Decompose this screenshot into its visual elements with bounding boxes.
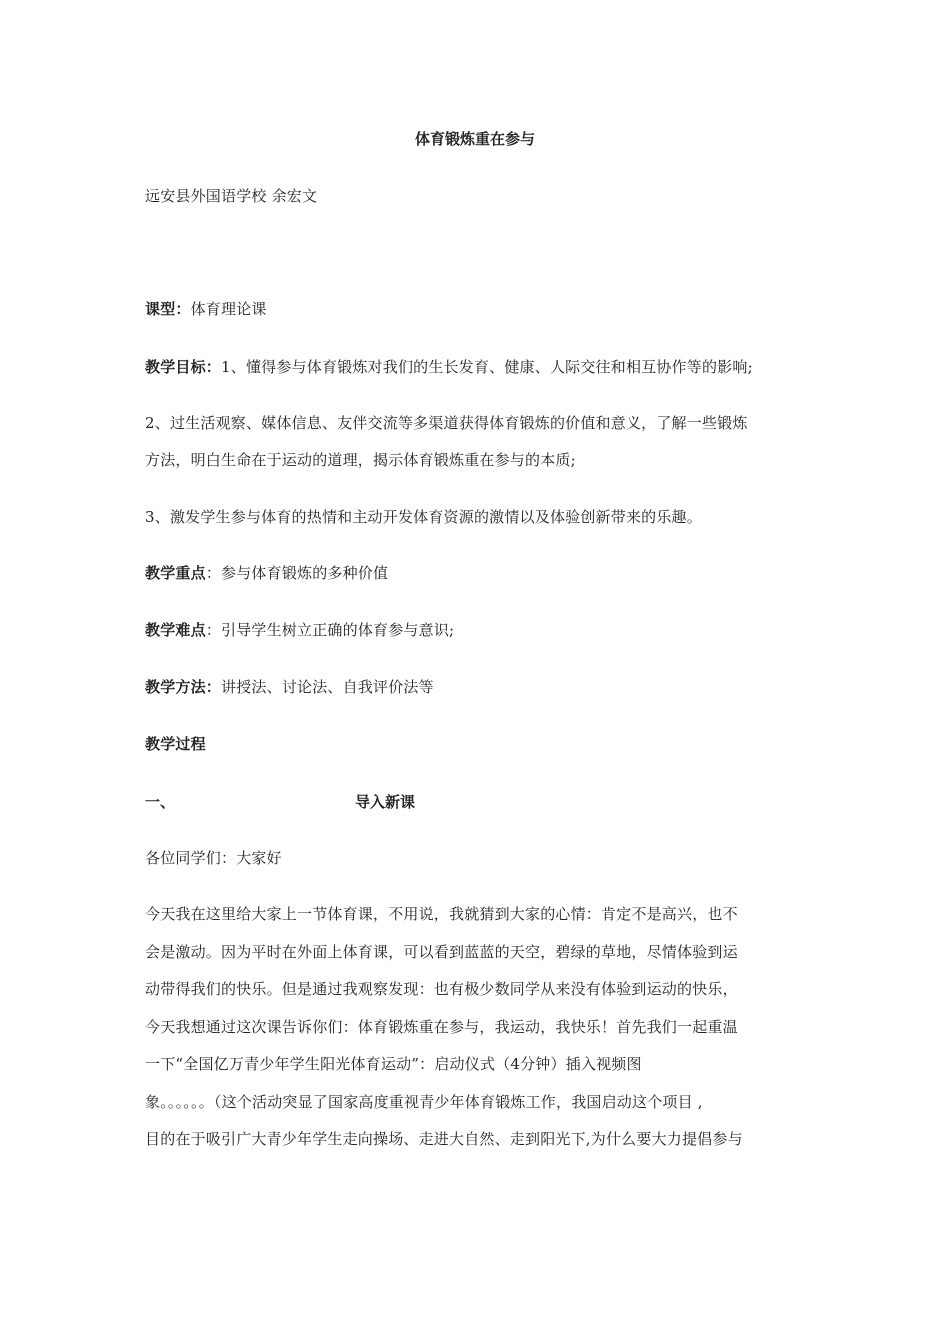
difficulty-value: ：引导学生树立正确的体育参与意识; — [205, 621, 455, 639]
key-point-label: 教学重点 — [145, 564, 206, 582]
methods-label: 教学方法： — [145, 678, 222, 696]
paragraph-line-4: 今天我想通过这次课告诉你们：体育锻炼重在参与，我运动，我快乐！首先我们一起重温 — [145, 1018, 738, 1036]
difficulty-label: 教学难点 — [145, 621, 206, 639]
course-type-label: 课型： — [145, 300, 191, 318]
goals-item-1: 1、懂得参与体育锻炼对我们的生长发育、健康、人际交往和相互协作等的影响; — [221, 358, 753, 376]
goals-label: 教学目标： — [145, 358, 222, 376]
paragraph-line-7: 目的在于吸引广大青少年学生走向操场、走进大自然、走到阳光下,为什么要大力提倡参与 — [145, 1130, 743, 1148]
process-heading: 教学过程 — [145, 735, 206, 753]
key-point-value: ：参与体育锻炼的多种价值 — [205, 564, 389, 582]
difficulty-line — [145, 620, 454, 640]
paragraph-line-6: 象。。。。。。（这个活动突显了国家高度重视青少年体育锻炼工作，我国启动这个项目 , — [145, 1093, 703, 1111]
goals-item-2-line-2: 方法，明白生命在于运动的道理，揭示体育锻炼重在参与的本质; — [145, 451, 576, 469]
methods-value: 讲授法、讨论法、自我评价法等 — [221, 678, 434, 696]
section-1-title: 导入新课 — [355, 793, 416, 811]
course-type-line — [145, 299, 267, 319]
methods-line — [145, 677, 434, 697]
goals-line-1 — [145, 357, 753, 377]
paragraph-line-2: 会是激动。因为平时在外面上体育课，可以看到蓝蓝的天空，碧绿的草地，尽情体验到运 — [145, 943, 738, 961]
document-title: 体育锻炼重在参与 — [414, 130, 535, 148]
course-type-value: 体育理论课 — [190, 300, 267, 318]
paragraph-line-1: 今天我在这里给大家上一节体育课，不用说，我就猜到大家的心情：肯定不是高兴，也不 — [145, 905, 738, 923]
author-line: 远安县外国语学校 余宏文 — [145, 187, 318, 205]
key-point-line — [145, 563, 388, 583]
paragraph-line-5: 一下“全国亿万青少年学生阳光体育运动”：启动仪式（4分钟）插入视频图 — [145, 1055, 642, 1073]
paragraph-line-3: 动带得我们的快乐。但是通过我观察发现：也有极少数同学从来没有体验到运动的快乐， — [145, 980, 738, 998]
greeting-line: 各位同学们：大家好 — [145, 849, 282, 867]
goals-item-3: 3、激发学生参与体育的热情和主动开发体育资源的激情以及体验创新带来的乐趣。 — [145, 508, 702, 526]
goals-item-2-line-1: 2、过生活观察、媒体信息、友伴交流等多渠道获得体育锻炼的价值和意义，了解一些锻炼 — [145, 414, 748, 432]
section-1-number: 一、 — [145, 793, 176, 811]
